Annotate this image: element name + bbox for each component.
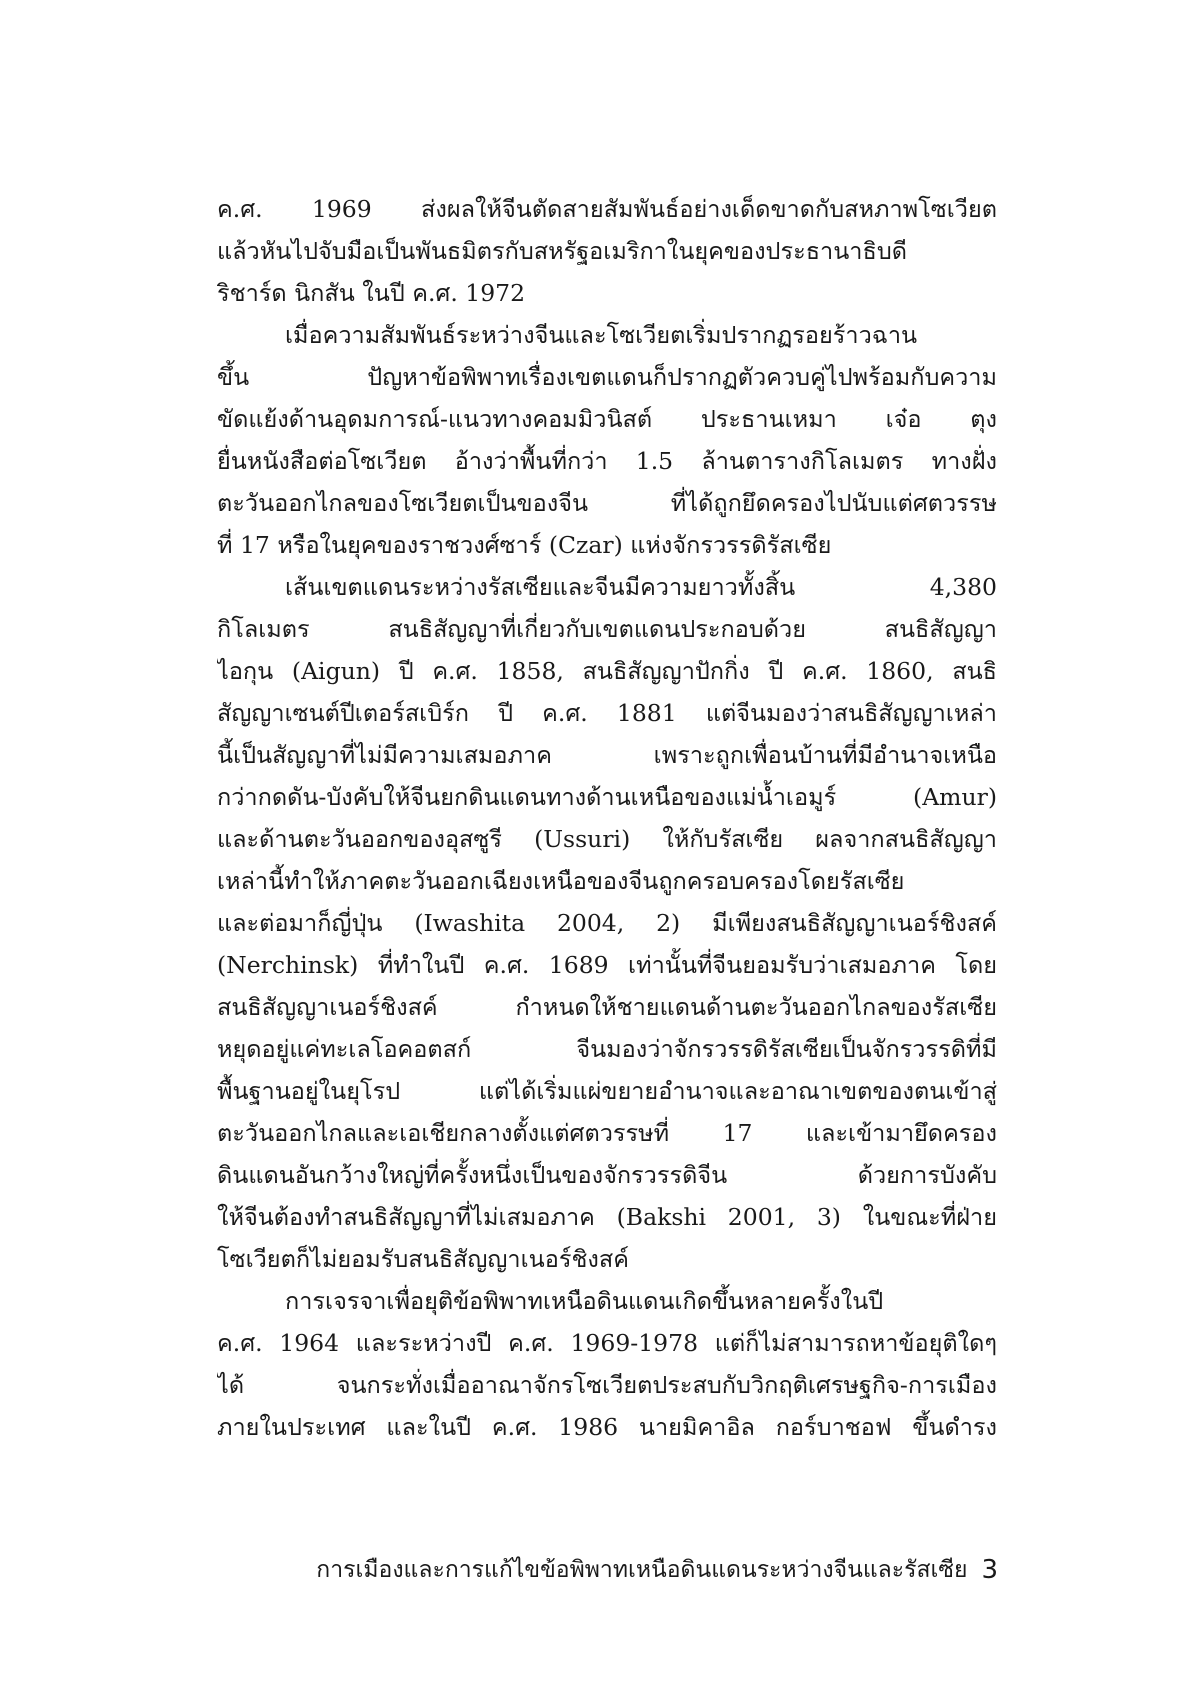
body-text	[217, 188, 997, 1448]
text-line: ดินแดนอันกว้างใหญ่ที่ครั้งหนึ่งเป็นของจักรวรรดิจีน ด้วยการบังคับ	[217, 1161, 997, 1189]
text-line: ที่ 17 หรือในยุคของราชวงศ์ซาร์ (Czar) แห่งจักรวรรดิรัสเซีย	[217, 531, 832, 559]
page-footer	[316, 1552, 998, 1588]
page-number: 3	[981, 1555, 998, 1585]
text-line: ไอกุน (Aigun) ปี ค.ศ. 1858, สนธิสัญญาปักกิ่ง ปี ค.ศ. 1860, สนธิ	[217, 657, 997, 685]
text-line: (Nerchinsk) ที่ทำในปี ค.ศ. 1689 เท่านั้นที่จีนยอมรับว่าเสมอภาค โดย	[217, 951, 997, 979]
text-line: สัญญาเซนต์ปีเตอร์สเบิร์ก ปี ค.ศ. 1881 แต่จีนมองว่าสนธิสัญญาเหล่า	[217, 699, 997, 727]
text-line: กิโลเมตร สนธิสัญญาที่เกี่ยวกับเขตแดนประกอบด้วย สนธิสัญญา	[217, 615, 997, 643]
running-title: การเมืองและการแก้ไขข้อพิพาทเหนือดินแดนระหว่างจีนและรัสเซีย	[316, 1557, 968, 1583]
text-line: ตะวันออกไกลของโซเวียตเป็นของจีน ที่ได้ถูกยึดครองไปนับแต่ศตวรรษ	[217, 489, 997, 517]
text-line: และด้านตะวันออกของอุสซูรี (Ussuri) ให้กับรัสเซีย ผลจากสนธิสัญญา	[217, 825, 997, 853]
text-line: ยื่นหนังสือต่อโซเวียต อ้างว่าพื้นที่กว่า 1.5 ล้านตารางกิโลเมตร ทางฝั่ง	[217, 447, 997, 475]
text-line: ขัดแย้งด้านอุดมการณ์-แนวทางคอมมิวนิสต์ ประธานเหมา เจ๋อ ตุง	[217, 405, 997, 433]
text-line: การเจรจาเพื่อยุติข้อพิพาทเหนือดินแดนเกิดขึ้นหลายครั้งในปี	[285, 1287, 884, 1315]
text-line: เมื่อความสัมพันธ์ระหว่างจีนและโซเวียตเริ่มปรากฏรอยร้าวฉาน	[285, 321, 918, 349]
text-line: กว่ากดดัน-บังคับให้จีนยกดินแดนทางด้านเหนือของแม่น้ำเอมูร์ (Amur)	[217, 783, 997, 811]
text-line: ให้จีนต้องทำสนธิสัญญาที่ไม่เสมอภาค (Bakshi 2001, 3) ในขณะที่ฝ่าย	[217, 1203, 997, 1231]
text-line: ได้ จนกระทั่งเมื่ออาณาจักรโซเวียตประสบกับวิกฤติเศรษฐกิจ-การเมือง	[217, 1371, 997, 1399]
text-line: พื้นฐานอยู่ในยุโรป แต่ได้เริ่มแผ่ขยายอำนาจและอาณาเขตของตนเข้าสู่	[217, 1077, 997, 1105]
text-line: ค.ศ. 1964 และระหว่างปี ค.ศ. 1969-1978 แต่ก็ไม่สามารถหาข้อยุติใดๆ	[217, 1329, 997, 1357]
text-line: ขึ้น ปัญหาข้อพิพาทเรื่องเขตแดนก็ปรากฏตัวควบคู่ไปพร้อมกับความ	[217, 363, 997, 391]
text-line: นี้เป็นสัญญาที่ไม่มีความเสมอภาค เพราะถูกเพื่อนบ้านที่มีอำนาจเหนือ	[217, 741, 997, 769]
text-line: เหล่านี้ทำให้ภาคตะวันออกเฉียงเหนือของจีนถูกครอบครองโดยรัสเซีย	[217, 867, 905, 895]
text-line: ค.ศ. 1969 ส่งผลให้จีนตัดสายสัมพันธ์อย่างเด็ดขาดกับสหภาพโซเวียต	[217, 195, 997, 223]
text-line: เส้นเขตแดนระหว่างรัสเซียและจีนมีความยาวทั้งสิ้น 4,380	[285, 573, 997, 601]
text-line: โซเวียตก็ไม่ยอมรับสนธิสัญญาเนอร์ชิงสค์	[217, 1245, 629, 1273]
text-line: ริชาร์ด นิกสัน ในปี ค.ศ. 1972	[217, 279, 526, 307]
text-line: ภายในประเทศ และในปี ค.ศ. 1986 นายมิคาอิล กอร์บาชอฟ ขึ้นดำรง	[217, 1413, 997, 1441]
text-line: และต่อมาก็ญี่ปุ่น (Iwashita 2004, 2) มีเพียงสนธิสัญญาเนอร์ชิงสค์	[217, 909, 997, 937]
text-line: สนธิสัญญาเนอร์ชิงสค์ กำหนดให้ชายแดนด้านตะวันออกไกลของรัสเซีย	[217, 993, 997, 1021]
text-line: หยุดอยู่แค่ทะเลโอคอตสก์ จีนมองว่าจักรวรรดิรัสเซียเป็นจักรวรรดิที่มี	[217, 1035, 997, 1063]
text-line: แล้วหันไปจับมือเป็นพันธมิตรกับสหรัฐอเมริกาในยุคของประธานาธิบดี	[217, 237, 908, 265]
text-line: ตะวันออกไกลและเอเชียกลางตั้งแต่ศตวรรษที่ 17 และเข้ามายึดครอง	[217, 1119, 997, 1147]
